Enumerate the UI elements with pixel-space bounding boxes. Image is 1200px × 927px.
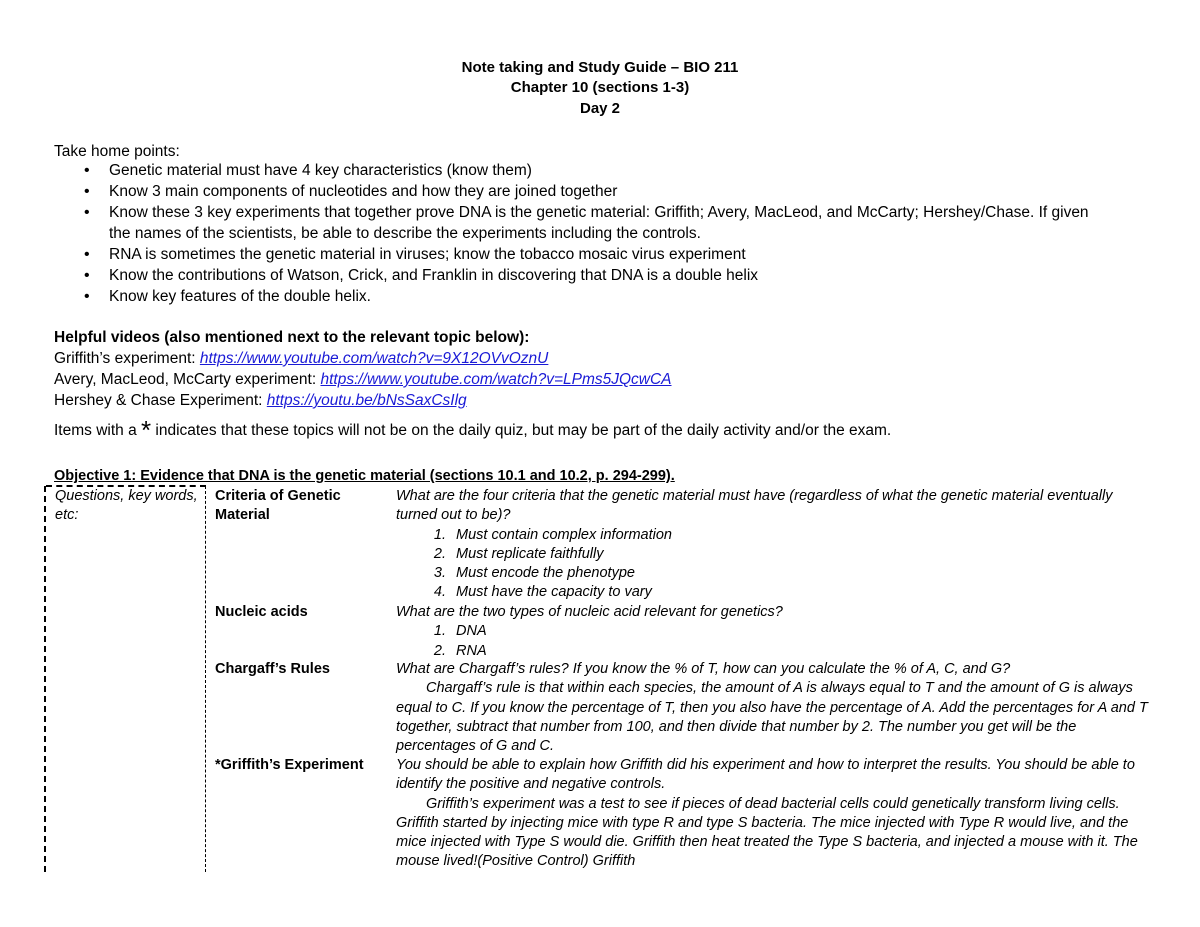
- topic-criteria: Criteria of Genetic Material: [215, 488, 341, 524]
- table-left-border: [44, 486, 46, 872]
- list-item: 4. Must have the capacity to vary: [450, 583, 1156, 602]
- table-column-divider: [205, 486, 206, 872]
- list-item: 2. RNA: [450, 642, 1156, 661]
- question-text: What are Chargaff’s rules? If you know the % of T, how can you calculate the % of A, C, and G?: [396, 661, 1011, 677]
- answer-list: [396, 622, 1156, 661]
- take-home-item: • Know these 3 key experiments that together prove DNA is the genetic material: Griffith; Avery, MacLeod, and McCarty; Hershey/Chase. If given the names of the scientists, be able to describe the experiments including the controls.: [54, 202, 1109, 244]
- questions-column-label: Questions, key words, etc:: [55, 488, 198, 524]
- answer-paragraph: Chargaff’s rule is that within each species, the amount of A is always equal to T and the amount of G is always equal to C. If you know the percentage of T, then you also have the percentage of A. Add the percentages for A and T together, subtract that number from 100, and then divide that number by 2. The number you get will be the percentages of G and C.: [396, 680, 1148, 755]
- video-label: Hershey & Chase Experiment:: [54, 392, 267, 409]
- answer-text: [396, 795, 1156, 872]
- video-link-griffith[interactable]: https://www.youtube.com/watch?v=9X12OVvOznU: [199, 350, 549, 367]
- video-link-avery[interactable]: https://www.youtube.com/watch?v=LPms5JQcwCA: [320, 371, 672, 388]
- content-chargaff: [396, 660, 1156, 756]
- question-text: What are the two types of nucleic acid relevant for genetics?: [396, 604, 783, 620]
- chapter-subtitle: Chapter 10 (sections 1-3): [510, 79, 690, 96]
- list-item: 3. Must encode the phenotype: [450, 564, 1156, 583]
- video-line-avery: [54, 369, 672, 390]
- videos-heading: Helpful videos (also mentioned next to the relevant topic below):: [54, 329, 530, 346]
- list-item: 2. Must replicate faithfully: [450, 545, 1156, 564]
- content-nucleic-acids: [396, 603, 1156, 661]
- take-home-list: [54, 160, 1154, 307]
- video-label: Griffith’s experiment:: [54, 350, 200, 367]
- content-griffith: [396, 756, 1156, 872]
- take-home-item: • Genetic material must have 4 key characteristics (know them): [54, 160, 1154, 181]
- answer-text: [396, 679, 1156, 756]
- topic-griffith: *Griffith’s Experiment: [215, 757, 364, 773]
- day-subtitle: Day 2: [579, 100, 621, 117]
- star-note-after: indicates that these topics will not be on the daily quiz, but may be part of the daily activity and/or the exam.: [151, 422, 892, 439]
- question-text: What are the four criteria that the genetic material must have (regardless of what the genetic material eventually turned out to be)?: [396, 488, 1113, 524]
- take-home-item: • Know 3 main components of nucleotides and how they are joined together: [54, 181, 1154, 202]
- video-line-hershey-chase: [54, 390, 467, 411]
- video-line-griffith: [54, 348, 548, 369]
- answer-list: [396, 526, 1156, 603]
- list-item: 1. Must contain complex information: [450, 526, 1156, 545]
- star-note: [54, 415, 892, 445]
- take-home-item: • RNA is sometimes the genetic material in viruses; know the tobacco mosaic virus experiment: [54, 244, 1154, 265]
- topic-chargaff: Chargaff’s Rules: [215, 661, 330, 677]
- take-home-item: • Know the contributions of Watson, Crick, and Franklin in discovering that DNA is a double helix: [54, 265, 1154, 286]
- answer-paragraph: Griffith’s experiment was a test to see if pieces of dead bacterial cells could genetically transform living cells. Griffith started by injecting mice with type R and type S bacteria. The mice injected with Type R would live, and the mice injected with Type S would die. Griffith then heat treated the Type S bacteria, and injected a mouse with it. The mouse lived!(Positive Control) Griffith: [396, 795, 1138, 870]
- star-note-before: Items with a: [54, 422, 141, 439]
- question-text: You should be able to explain how Griffith did his experiment and how to interpret the results. You should be able to identify the positive and negative controls.: [396, 757, 1135, 793]
- document-title: Note taking and Study Guide – BIO 211: [461, 59, 739, 76]
- asterisk-icon: *: [141, 415, 152, 445]
- topic-nucleic-acids: Nucleic acids: [215, 604, 308, 620]
- take-home-label: Take home points:: [54, 143, 180, 160]
- list-item: 1. DNA: [450, 622, 1156, 641]
- content-criteria: [396, 487, 1156, 603]
- video-link-hershey-chase[interactable]: https://youtu.be/bNsSaxCsIlg: [266, 392, 467, 409]
- video-label: Avery, MacLeod, McCarty experiment:: [54, 371, 321, 388]
- take-home-item: • Know key features of the double helix.: [54, 286, 1154, 307]
- objective-heading: Objective 1: Evidence that DNA is the genetic material (sections 10.1 and 10.2, p. 294-299).: [54, 468, 675, 484]
